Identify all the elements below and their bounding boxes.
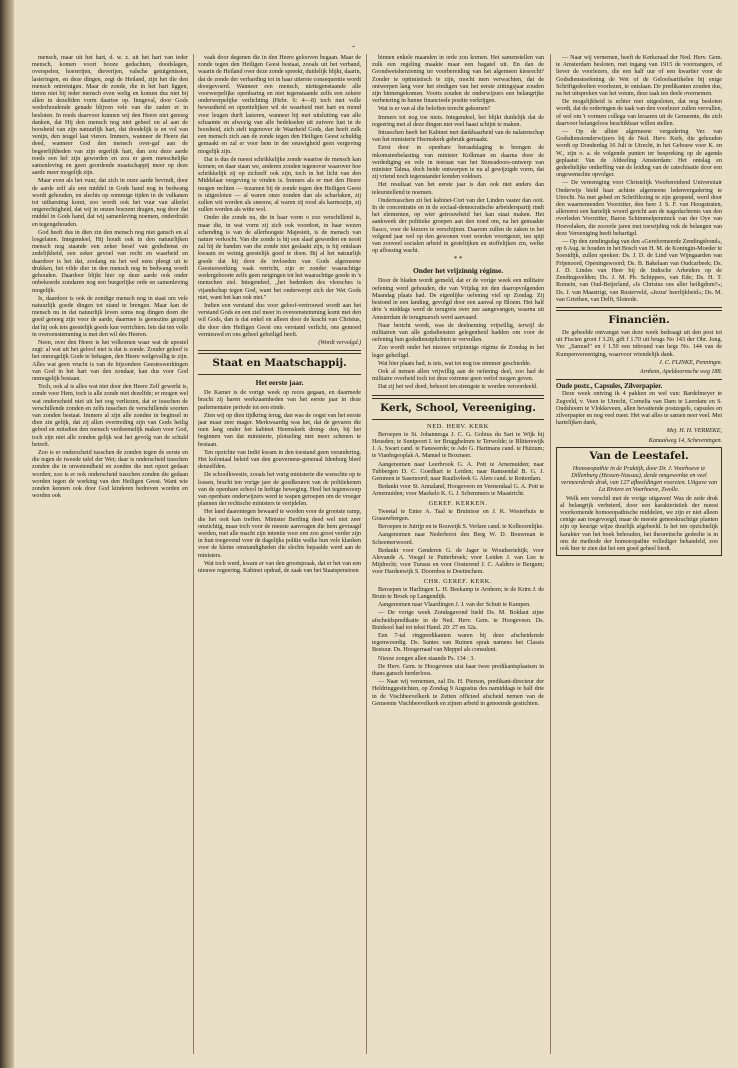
paragraph: Dat is dus de meest schrikkelijke zonde waartoe de mensch kan komen; en daar staan we, anderen zouden tegenover waarover hoe schrikkelijk zij op zichzelf ook zijn, toch in het licht van den Middelaar vergeving te vinden is. Immers als er met den Heere mogen rechten — tezamen bij de zonde tegen den Heiligen Geest is uitgesloten — al waren onze zonden dan als scharlaken, zij zullen wit worden als sneeuw, al waren zij rood als karmozijn, zij zullen worden als witte wol. (198, 155, 361, 214)
section-divider (198, 374, 361, 375)
paragraph: mensch, maar uit het hart, d. w. z. uit het hart van ieder mensch, komen voort booze gedachten, doodslagen, overspelen, hoererijen, dieverijen, valsche getuigenissen, lasteringen, en deze dingen, zegt de Heiland, zijn het die den mensch ontreinigen. Maar de zonde, die in het hart liggen, tieren niet bij ieder mensch even welig en komen dus niet bij allen in dezelfden vorm daartoe op. Inngeval, door Gods wederhoudende genade blijven vele van die zaden er in besloten. In reeds daarvoor kunnen wij den Heere niet genoeg danken, dat Hij den mensch nog niet geheel en al aan de boosheid van zijn natuurlijk hart, dat doodelijk is en vol van venijn, den teugel laat vieren. Immers, wanneer de Heere dat deed, wanneer God den mensch over-gaf aan de begeerlijkheden van zijn ergerlijk hart, dan zou deze aarde reeds een hel zijn geworden en zou er geen menschelijke samenleving en geen geordende maatschappij meer op deze aarde meer mogelijk zijn. (32, 54, 188, 177)
paragraph: De Kamer is de vorige week op reces gegaan, en daarmede bracht zij haren werkzaamheden van het eerste jaar in deze parlementaire periode tot een einde. (198, 389, 361, 411)
paragraph: Deze week ontving ik 4 pakken en wel van: Bardelmeyer te Zegveld, v. Veen te Utrecht, Cornelia van Dam te Leerdam en S. Oudshoorn te Vlokkeveen, allen bevattende postzegels, capsules en zilverpapier en nog veel meer. Het wat alles te samen neer veel. Met hartelijken dank, (556, 390, 722, 427)
paragraph: Zien wij op dien tijdkring terug, dan was de oogst van het eerste jaar maar zeer mager. Merkwaardig was het, dat de gevaren die men lang onder het kabinet Heemskerk drong- den, bij het beginnen van dat ministerie, plotseling niet meer schenen te bestaan. (198, 411, 361, 448)
column-1 (32, 54, 188, 1056)
column-2 (198, 54, 361, 1056)
signer: J. C. FLINKE, Penningm. (659, 358, 722, 366)
paragraph: vaak door degenen die in den Heere gelooven begaan. Maar de zonde tegen den Heiligen Geest bestaat, zooals uit het verband, waarin de Heiland over deze zonde spreekt, duidelijk blijkt, daarin, dat de zonde der verharding tot in haar uiterste consequentie wordt doorgevoerd. Wanneer een mensch, niettegenstaande alle voorwerpelijke openbaring en niet tegenstaande zelfs een zekere onderwerpelijke verlichting (Hebr. 6: 4—8) toch met volle bewustheid en opzettelijken wil de waarheid met hart en mond voor leugen durft lasteren, wanneer hij met uitsluiting van alle schaamte en afwezig van alle bedekselen uit zuivere lust in de boosheid, zich stelt tegenover de Waarheid Gods, dan heeft zulk een mensch zich aan de zonde tegen den Heiligen Geest schuldig gemaakt en zal er voor hem in der eeuwigheid geen vergeving mogelijk zijn. (198, 54, 361, 155)
paragraph: De Herv. Gem. te Hoogeveen uist haar twee predikantsplaatsen in thans gansch herderloos. (372, 662, 544, 678)
column-rule (550, 54, 551, 1054)
paragraph: Onder die zonde nu, die in haar vorm o zoo verschillend is, maar die, in wat vorm zij zich ook voordoet, in haar wezen schending is van de allerhoogste Majesteit, is de mensch van nature verkocht. Van die zonde is hij een slaaf geworden en nooit zal hij de banden van die zonde niet geslaakt zijn, is hij ontslaan kwaam en weinig geestelijk goed te doen. Bij al het natuurlijk goede dat hij door de invloeden van Gods algemeene Geesteswerking vaak verricht, zijn er zonder waarachtige wedergeboorte zelfs geen neigingen tot het waarachtige goede in 's menschen ziel. Integendeel, „het bedenken des vleesches is vijandschap tegen God, want het onderwerpt zich der Wet Gods niet, want het kan ook niet." (198, 214, 361, 301)
paragraph: Indien een verstand dus voor geloof-vertrouwd wordt aan het verstand Gods en een ziel meer in overeenstemming komt met den wil Gods, dan is dat enkel en alleen door de kracht van Christus, die door den Heiligen Geest ons verstand verlicht, ons gemoed vernieuwd en ons geheel geheiligd heeft. (198, 301, 361, 338)
paragraph: — De vorige week Zondagavond hield Ds. M. Boldaut zijne afscheidspredikatie in de Ned. Herv. Gem. te Hoogeveen. Ds. Buiskool had tot tekst Hand. 20: 27 en 32a. (372, 609, 544, 631)
paragraph: Het resultaat van het eerste jaar is dan ook niet anders dan teleurstellend te noemen. (372, 181, 544, 196)
signer: Mej. H. H. VERREKE, (666, 427, 722, 435)
notice (556, 383, 722, 444)
continued-note: (Wordt vervolgd.) (318, 338, 361, 346)
paragraph: — Naar wij vernemen, heeft de Kerkeraad der Ned. Herv. Gem. te Amsterdam besloten, met ingang van 1915 de voorzangers, of liever de voorlezers, die een half uur of een kwartier voor de Godsdienstoefening de Wet of de Geloofsartikelen bij enige Schriftgedeelten voorlezen, te ontslaan. De predikanten zouden dus, na het uitspreken van het votum, deze taak ten deele overnemen. (556, 54, 722, 98)
paragraph: Beroepen te Jutrijp en te Rouveijk S. Verlare cand. te Kolhoornlijke. (378, 523, 544, 531)
paragraph: Neen, over den Heere is het volkomen waar wat de apostel zegt: al wat uit het geloof niet is dat is zonde. Zonder geloof is het onmogelijk Gode te behagen, den Heere welgevallig te zijn. Alles wat geen vrucht is van de bijzondere Geesteswerkingen van God in het hart van den zondaar, kan dus voor God onmogelijk bestaan. (32, 338, 188, 382)
paragraph: Wat toch werd, kwam er van den grootspraak, dat er het van een nieuwe regeering. Kabinet opdrad, de zaak van het Staatspensioen (198, 559, 361, 574)
paragraph: Intusschen heeft het Kabinet met dankbaarheid van de nalatenschap van het ministerie Heemskerk gebruik gemaakt. (372, 129, 544, 144)
section-divider (556, 379, 722, 380)
paragraph: God heeft dus in dien zin den mensch nog niet gansch en al losgelaten. Integendeel, Hij houdt ook in den natuurlijken mensch nog staande een zeker besef van godsdienst en zedelijkheid, een zeker gevoel van recht en waarheid en daardoor is het dat, zoolang nu het wel eens pleegt uit te drukken, het vilde dier in den mensch nog in bedwang wordt gehouden. Daardoor blijkt hier op deze aarde ook onder onbekeerde zondaren nog een burgerlijke orde en samenleving mogelijk. (32, 228, 188, 294)
section-divider (556, 307, 722, 311)
reading-table-box (556, 447, 722, 556)
section-title: Staat en Maatschappij. (212, 357, 347, 370)
paragraph: — De vereeniging voor Christelijk Voorbereidend Universitair Onderwijs hield haar achtste algemeene ledenvergadering te Utrecht. Na met gebed en Schriftlezing te zijn geopend, werd door den waarnemenden Voorzitter, den heer J. S. F. van Hoogstraten, allereerst een hartelijk woord gericht aan de nagedachtenis van den overleden Voorzitter, Baron Schimmelpenninck van der Oye van Hoevelaken, die zoovele jaren met toewijding ook de belangen van deze Vereeniging heeft behartigd. (556, 179, 722, 237)
paragraph: Welk een verschil met de vorige uitgaven! Was de zede druk al belangrijk verbeterd, door een karakteristiek der meest voorkomende homoeopathische middelen, we zijn er niet alleen cenige aan toegevoegd, maar de meeste geneeskrachtige planten zijn op keurige wijze duurlijk afgebeeld. Is het ten opzichtelijk karakter van het boek behouden, het theoretische gedeelte is in ons de methode der homoeopathie vollediger behandeld, zoo ook hier te zien dat het een goed geheel biedt. (560, 494, 718, 552)
paragraph: Aangenomen naar Nederhorst den Berg W. D. Bouwman te Scheemerwoord. (372, 531, 544, 546)
paragraph: Toch, ook al is alles wat niet door den Heere Zelf gewerkt is, zonde voor Hem, toch is alle zonde niet dezelfde; er mogen wel wat onderscheid niet uit het oog verliezen, dat er tusschen de verschillende zonden en zelfs tusschen de verschillende soorten van zonden bestaat. Immers al zijn alle zonden in beginsel in dien zin gelijk, dat zij allen overtreding zijn van Gods heilig gebod en mitsdien den mensch verdoemelijk maken voor God, toch zijn niet alle zonden gelijk wat het gevolg van de schuld betreft. (32, 383, 188, 448)
paragraph: De schoolkwestie, zooals het vorig ministerie die wenschte op te lossen, bracht ten vorige jare de goedkeuren van de politiekenen van de openbare school in heftige beweging. Heel het tegenwoorp van openbare onderwijzers werd te wapen geroepen om de vroeger plannen der rechtsche ministers te verijdelen. (198, 471, 361, 508)
book-description: Homoeopathie in de Praktijk, door Dr. J. Voorhoeve te Dillenburg (Hessen-Nassau), derde omgewerkte en veel vermeerderde druk, van 127 afbeeldingen voorzien. Uitgave van La Riviere en Voorhoeve, Zwolle. (560, 464, 718, 494)
paragraph: binnen enkele maanden in orde zou komen. Het samenstellen van zulk een regeling maakte maar een bagatel uit. En dan de Grondwetsherziening ter voorbereiding van het algemeen kiesrecht? Zonder te optimistisch te zijn, mocht men verwachten, dat de ontwerpen lang voor het eindigen van het eerste zittingsjaar zouden zijn binnengekomen. Voorts zouden de onderwijzers een belangrijke verbetering in hunne financieele positie verkrijgen. (372, 54, 544, 105)
signer-address: Kanaalweg 14, Scheveningen. (648, 436, 722, 444)
section-divider (198, 350, 361, 354)
column-rule (366, 54, 367, 1054)
paragraph: Aangenomen naar Leerbrook G. A. Pott te Arnemuiden; naar Tubbergen D. C. Goedhart te Leiden; naar Ramsendal B. G. J. Gemmen te Sasenoord; naar Rauilsvleek G. Alers cand. te Rotterdam. (372, 460, 544, 482)
paragraph: De mogelijkheid is echter niet uitgesloten, dat nog besloten wordt, dat de orderingen de taak van den voorlezer zullen vervullen, of wel om 't vormen collega van leraaren uit de Gemeente, die zich daarvoor belangeloos beschikbaar willen stellen. (556, 98, 722, 127)
paragraph: Bedankt voor St. Annaland, Hoogeveen en Veenendaal G. A. Pott te Arnemuiden; voor Maekelo K. G. J. Schemmers te Maastricht. (372, 483, 544, 498)
paragraph: — Op de alhier algemeene vergadering Ver. van Godsdienstonderwijzers bij de Ned. Herv. Kerk, die gehouden wordt op Donderdag 16 Juli te Utrecht, in het Gebouw voor K. en W., zijn o. a. de volgende punten ter bespreking op de agenda geplaatst: Van de Afdeeling Amsterdam: Het ontslag en gedeeltelijke ontheffing van de leiding van de catechisatie door een ongewenschte opvolger. (556, 128, 722, 179)
paragraph: Beroepen te St. Johannesga J. C. G. Gobius du Sart te Wijk bij Heusden; te Suntpoort I. ter Brugghelmm te Terwolde; te Blitterswijk J. A. Swart cand. te Fanswerde; te Ado G. Hartmans cand. te Huizum; te Vianbrgeoplak A. Manuel te Boxmeer. (372, 430, 544, 460)
paragraph: Immers tot nog toe niets. Integendeel, bei blijkt duidelijk dat de regeering met al deze dingen niet veel haast schijnt te maken. (372, 113, 544, 128)
paragraph: Dat zij het wel deed, behoort ten strengste te worden veroordeeld. (378, 383, 538, 391)
header-mark: - (352, 42, 356, 52)
church-heading: CHR. GEREF. KERK. (423, 577, 493, 585)
paragraph: Eerst door in openbare beraadslaging te brengen de inkomstenbelasting van minister Kolkman en daarna door de verdediging en vele in teeraan van het Stuwadoors-ontwerp van minister Talma, doch beide ontwerpen te nu al gewijzigde vorm, dat zij vriend noch tegenstander konden voldoen. (372, 144, 544, 181)
article-title: Onder het vrijzinnig régime. (412, 266, 504, 276)
paragraph: Nieuw zongen allen staande Ps. 134 : 3. (378, 654, 475, 662)
paragraph: Wat hier plaats had, is iets, wat tot nog toe nimmer geschiedde. (378, 359, 532, 367)
paragraph: Zoo is er onderscheid tusschen de zonden tegen de eerste en die tegen de tweede tafel der Wet; daar is onderscheid tusschen zonden die in onwetendheid en zonden die met opzet gedaan worden; zoo is er ook onderscheid tusschen zonden die gedaan worden tegen de werking van den Heiligen Geest. Want wie zonden kennen ook door God kinderen bedreven worden en worden ook (32, 448, 188, 500)
signer-address: Arnhem, Apeldoornsche weg 188. (639, 367, 722, 375)
paragraph: Wat is er van al die beloften terecht gekomen? (378, 105, 491, 113)
section-divider (372, 419, 544, 420)
subsection-title: Het eerste jaar. (255, 378, 304, 388)
paragraph: Beroepen te Harlingen L. H. Beekamp te Arnhem; te de Krim J. de Bruin te Broek op Langendijk. (372, 585, 544, 600)
section-title: Van de Leestafel. (589, 449, 689, 462)
church-heading: NED. HERV. KERK (427, 422, 489, 430)
paragraph: Bedankt voor Genderen G. de Jager te Woudseriehijk; voor Alevande A. Voegel te Putterbroek; voor Leiden J. van Lee te Mijdrecht; voor Tunsus en voor Oosterend J. C. Aalders te Bergum; voor Hardenwijk S. Doornbos te Doetinchem. (372, 546, 544, 576)
column-4 (556, 54, 722, 1056)
paragraph: Zoo wordt onder het nieuwe vrijzinnige régime de Zondag in het leger geheiligd. (372, 344, 544, 359)
column-3 (372, 54, 544, 1056)
notice-title: Oude postz., Capsules, Zilverpapier. (556, 382, 663, 391)
section-divider (372, 395, 544, 399)
page-binding (0, 0, 14, 1068)
section-stars: * * (453, 255, 463, 264)
paragraph: Het land daarentegen bewaard te worden voor de grootste ramp, die het ooit kan treffen. Minister Bertling deed wel niet zeer omzichtig, maar toch voor de meeste aanvragen die hem gevraagd werden, met alle macht zijn intentie voor een zoo groot verder zijn in hun toegevend voor de dagelijks politie welke hun vele klanken voor de kleine omstandigheden die slechts bepaalde werd aan de ministers. (198, 508, 361, 559)
church-heading: GEREF. KERKEN. (428, 499, 488, 507)
paragraph: De gebeelde ontvangst van deze week bedraagt uit den post tot uit Fiscien groot f 3.20, gift f 1.70 uit brugs No 143 der Obr. Jong. Ver. „Samuel" en f 1.50 een inbound van hegs No. 144 van de Kumpenvereeniging, waarvoor vriendelijk dank. (556, 328, 722, 358)
paragraph: Een 7-tal ringpredikanten waren bij deze afscheidsrede tegenwoordig. Ds. Santes van Ruinen sprak namens het Classis Bestuur. Ds. Hoogerraad van Meppel als consulent. (372, 632, 544, 654)
paragraph: Ondertusschen zit het kabinet-Cort van der Linden vaster dan ooit. In de concentratie en in de sociaal-democratische arbeiderspartij rindt het elementen, op wier getrouwheid het kan staat maken. Het aankweek der politieke groepen aan den noed om, na het gemaakte fiasco, voor de kiezers te verschijnen. Daarom zullen de zaken in het volgend jaar wel op den gewonen voet worden voortgezet, ten spijt van zooveel socialen arbeid in gesteltijken en stoffelijken zin, welke op aflossing wacht. (372, 196, 544, 255)
paragraph: Maar even als het vuur, dat zich in onze aarde bevindt, door de aarde zelf als een middel in Gods hand nog in bedwang wordt gehouden, en slechts op sommige tijden in de vulkanen tot uitbarsting komt, zoo wordt ook het vuur van allerlei ongerechtigheid, dat wij in onzen boezem dragen, nog door dat middel in Gods hand, dat wij samenleving noemen, onderdrukt en tegengehouden. (32, 177, 188, 228)
column-rule (193, 54, 194, 1054)
paragraph: Tweetal te Enter A. Taal te Bruinisse en J. K. Westerhuis te Graauwbergen. (372, 507, 544, 522)
section-title: Kerk, School, Vereeniging. (380, 401, 536, 414)
paragraph: Door de bladen wordt gemeld, dat er de vorige week een militaire oefening werd gehouden, die van Vrijdag tot den daaropvolgenden Maandag plaats had. De eigenlijke oefening viel op Zondag. Zij bestond in een landing, gevolgd door een aanval op Bloem. Het half drie 's middags werd de terugreis over zee aangevangen, waarna uit Amsterdam de terugmarsch werd aanvaard. (372, 277, 544, 321)
paragraph: — Op den zendingsdag van den «Gereformeerde Zendingsbond», op 6 Aug. te houden in het Bosch van H. M. de Koningin-Moeder te Soestdijk, zullen spreken: Ds. J. D. de Lind van Wijngaarden van Frijenoord, Openingswoord; Ds. B. Bakelaan van Oudcarbeek; Ds. J. D. Lindes van Heer bij de Indische Arbeiders op de Zendingsvelden; Ds. J. M. Ph. Schippers, van Ede; Ds. H. T. Romein, van Oud-Beijerland, «Is Christus ons aller heiligdom?»; Ds. J. van Maastrigt, van Rusterveld, «Jezus' heerlijkheid»; Ds. M. van Griethen, van Delft, Slotrede. (556, 238, 722, 303)
paragraph: — Naar wij vernemen, zal Ds. H. Pierson, predikant-directeur der Heldringgestichten, op Zondag 9 Augustus des namiddags te half drie in de Vischbeevelkerk te Zetten officieel afscheid nemen van de Gemeente Vischbeevelkerk en zijnen arbeid in genoemde gestichten. (372, 678, 544, 707)
paragraph: Naar bericht wordt, was de deelneming vrijwillig, terwijl de militairen van alle godsdiensten gelegenheid hadden om voor de oefening hun godsdienstplichten te vervullen. (372, 321, 544, 344)
paragraph: Ook al nemen allen vrijwillig aan de oefening deel, zoo had de militaire overheid toch tot deze extreme geen verlof mogen geven. (372, 367, 544, 383)
paragraph: Ten opzichte van Indië kwam in den toestand geen verandering. Het koloniaal beleid van den gouverneur-generaal Idenburg bleef denzelfden. (198, 448, 361, 471)
paragraph: Aangenomen naar Vlaardingen J. J. van der Schuit te Kampen. (378, 601, 531, 609)
section-title: Financiën. (608, 313, 670, 326)
paragraph: Is, daardoor is ook de zondige mensch nog in staat om vele natuurlijk goede dingen tot stand te brengen. Maar kan de mensch nu in dat natuurlijk leven soms nog dingen doen die goed genoeg zijn voor de aarde, daarmee is geenszins gezegd dat hij ook iets geestelijk goeds kan verrichten. Iets dat ten volle in overeenstemming is met den wil des Heeren. (32, 294, 188, 338)
